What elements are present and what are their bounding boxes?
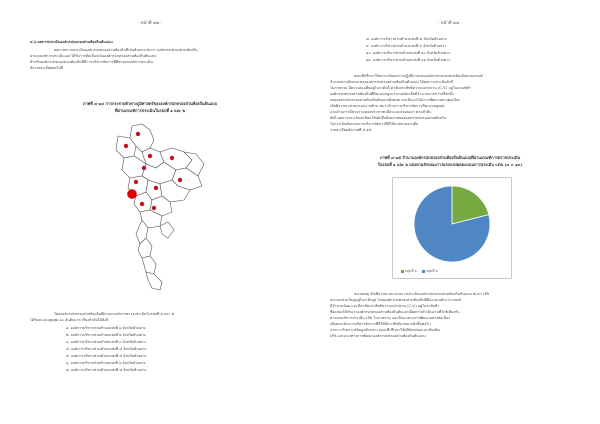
thailand-map — [80, 122, 222, 294]
body-line: มีจำนวนน้อย และมีค่าสัมประสิทธิ์ความแปรปรวน (C.V.) อยู่ในระดับต่ำ — [330, 304, 440, 308]
province-region — [142, 256, 156, 274]
intro-line: ผลการตรวจประเมินองค์กรปกครองส่วนท้องถิ่นที่เป็นต้นแบบ พบว่า องค์กรปกครองส่วนท้องถิ่น — [54, 48, 198, 52]
body-line: ตามเกณฑ์การประเมิน LPA ในภาพรวม และมีแนวทางการพัฒนาอย่างต่อเนื่อง — [330, 316, 450, 320]
pie-chart-frame — [392, 177, 512, 279]
figure-caption: ในรอบที่ ๑ และ ๒ แบ่งตามลักษณะการแจกแจงผลคะแนนการประเมิน LPA (n = ๑๙) — [377, 162, 523, 167]
figure-caption: ภาพที่ ๔-๑๕ จำนวนองค์กรปกครองส่วนท้องถิ่นต้นแบบที่ผ่านเกณฑ์การตรวจประเมิน — [379, 155, 521, 160]
location-marker — [154, 186, 158, 190]
pie-chart — [393, 178, 511, 278]
body-line: หมายเหตุ เมื่อพิจารณาคะแนนการประเมินองค์กรปกครองส่วนท้องถิ่นต้นแบบ พบว่า LPA — [354, 292, 490, 296]
body-line: จำแนกตามลักษณะขององค์กรปกครองส่วนท้องถิ่นต้นแบบ ได้ผลการประเมินดังนี้ — [330, 80, 454, 84]
body-line: เมื่อพิจารณาค่าคะแนนรายด้าน พบว่าด้านการบริหารจัดการมีคะแนนสูงสุด — [330, 104, 445, 108]
section-heading: ๔.๖ ผลการประเมินองค์กรปกครองส่วนท้องถิ่นต้นแบบ — [30, 40, 113, 44]
body-line: คะแนนส่วนใหญ่อยู่ในระดับสูง โดยองค์กรปกครองส่วนท้องถิ่นที่มีคะแนนต่ำกว่าเกณฑ์ — [330, 298, 462, 302]
legend-item — [422, 269, 438, 274]
location-marker — [142, 166, 146, 170]
body-line: และด้านการมีส่วนร่วมของประชาชนมีคะแนนรองลงมา ตามลำดับ — [330, 110, 432, 114]
body-line: LPA และแนวทางการพัฒนาองค์กรปกครองส่วนท้องถิ่นต้นแบบ — [330, 334, 426, 338]
location-marker — [152, 206, 156, 210]
list-item: ๔. องค์การบริหารส่วนตำบลแห่งที่ ๔ จังหวัดตัวอย่าง — [66, 347, 147, 351]
body-line: ซึ่งแสดงให้เห็นว่าองค์กรปกครองส่วนท้องถิ่นต้นแบบมีผลการดำเนินงานที่ใกล้เคียงกัน — [330, 310, 460, 314]
intro-line: สำหรับองค์กรปกครองส่วนท้องถิ่นที่มีการบริหารจัดการที่ดีตามเกณฑ์การประเมิน — [30, 60, 153, 64]
body-line: คณะที่ปรึกษาวิจัยประเมินผลการปฏิบัติงานขององค์กรปกครองส่วนท้องถิ่นตามเกณฑ์ — [354, 74, 483, 78]
legend-swatch — [401, 270, 404, 273]
body-line: ทั้งนี้ ผลการประเมินสะท้อนให้เห็นถึงศักยภาพขององค์กรปกครองส่วนท้องถิ่น — [330, 116, 446, 120]
chart-legend — [401, 269, 438, 274]
map-regions — [116, 124, 204, 290]
figure-caption: ที่ผ่านเกณฑ์การประเมินในรอบที่ ๑ และ ๒ — [114, 108, 186, 113]
location-marker — [148, 154, 152, 158]
location-marker — [136, 132, 140, 136]
body-line: โดยองค์กรปกครองส่วนท้องถิ่นที่ผ่านเกณฑ์การตรวจประเมินในรอบที่ ๑ และ ๒ — [54, 312, 174, 316]
figure-caption: ภาพที่ ๔-๑๔ การกระจายตัวทางภูมิศาสตร์ขององค์กรปกครองส่วนท้องถิ่นต้นแบบ — [82, 101, 218, 106]
legend-label: กลุ่มที่ ๑ — [405, 269, 417, 273]
list-item: ๕. องค์การบริหารส่วนตำบลแห่งที่ ๕ จังหวัดตัวอย่าง — [66, 354, 147, 358]
intro-line: ผ่านเกณฑ์การประเมินและได้รับการคัดเลือกเป็นองค์กรปกครองส่วนท้องถิ่นต้นแบบ — [30, 54, 157, 58]
list-item: ๒. องค์การบริหารส่วนตำบลแห่งที่ ๒ จังหวัดตัวอย่าง — [66, 333, 146, 337]
intro-line: ดังรายละเอียดต่อไปนี้ — [30, 66, 64, 70]
body-line: ในภาพรวม มีคะแนนเฉลี่ยอยู่ในระดับดี ค่าสัมประสิทธิ์ความแปรปรวน (C.V.) อยู่ในเกณฑ์ต่ำ — [330, 86, 472, 90]
location-marker — [140, 202, 144, 206]
body-line: รายละเอียดดังภาพที่ ๔-๑๕ — [330, 128, 372, 132]
list-item: ๓. องค์การบริหารส่วนตำบลแห่งที่ ๓ จังหวัดตัวอย่าง — [66, 340, 146, 344]
body-line: เพื่อยกระดับการบริหารจัดการที่ดีให้มีประสิทธิภาพมากยิ่งขึ้นต่อไป — [330, 322, 431, 326]
province-region — [146, 272, 162, 290]
location-marker — [178, 178, 182, 182]
province-region — [160, 222, 174, 238]
list-item: ๑๑. องค์การบริหารส่วนตำบลแห่งที่ ๑๑ จังหวัดตัวอย่าง — [366, 58, 450, 62]
body-line: องค์กรปกครองส่วนท้องถิ่นที่มีคะแนนสูงกว่าเกณฑ์เฉลี่ยมีจำนวนมากกว่าครึ่งหนึ่ง — [330, 92, 454, 96]
list-item: ๘. องค์การบริหารส่วนตำบลแห่งที่ ๘ จังหวัดตัวอย่าง — [366, 37, 447, 41]
list-item: ๑๐. องค์การบริหารส่วนตำบลแห่งที่ ๑๐ จังหวัดตัวอย่าง — [366, 51, 450, 55]
location-marker — [127, 189, 137, 199]
body-line: จากการวิเคราะห์ข้อมูลดังกล่าว คณะที่ปรึกษาวิจัยมีข้อเสนอแนะเพิ่มเติม — [330, 328, 440, 332]
legend-swatch — [422, 270, 425, 273]
legend-label: กลุ่มที่ ๒ — [425, 269, 438, 273]
location-marker — [124, 144, 128, 148]
location-marker — [170, 156, 174, 160]
thailand-map-figure — [80, 122, 222, 294]
page-number: - หน้าที่ ๔๘ - — [437, 20, 463, 25]
body-line: ได้รับคะแนนสูงสุด ๑๐ อันดับแรก เรียงลำดับได้ดังนี้ — [30, 318, 109, 322]
list-item: ๑. องค์การบริหารส่วนตำบลแห่งที่ ๑ จังหวัดตัวอย่าง — [66, 326, 146, 330]
body-line: ในการเป็นต้นแบบการบริหารจัดการที่ดีให้แก่หน่วยงานอื่น — [330, 122, 419, 126]
legend-item — [401, 269, 417, 274]
location-marker — [134, 180, 138, 184]
body-line: ขององค์กรปกครองส่วนท้องถิ่นต้นแบบทั้งหมด และมีแนวโน้มการพัฒนาอย่างต่อเนื่อง — [330, 98, 460, 102]
list-item: ๗. องค์การบริหารส่วนตำบลแห่งที่ ๗ จังหวัดตัวอย่าง — [66, 368, 147, 372]
list-item: ๙. องค์การบริหารส่วนตำบลแห่งที่ ๙ จังหวัดตัวอย่าง — [366, 44, 447, 48]
list-item: ๖. องค์การบริหารส่วนตำบลแห่งที่ ๖ จังหวัดตัวอย่าง — [66, 361, 146, 365]
page-number: - หน้าที่ ๔๗ - — [137, 20, 163, 25]
